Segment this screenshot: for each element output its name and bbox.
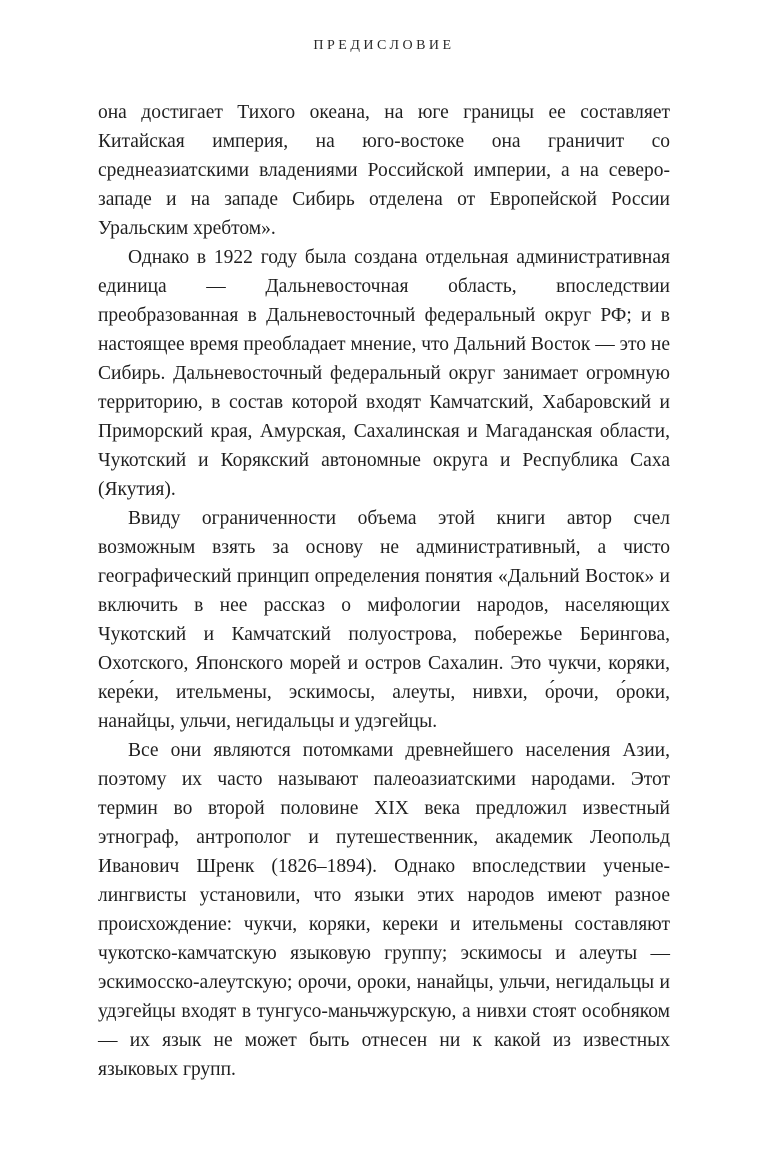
paragraph: Однако в 1922 году была создана отдельная административная единица — Дальневосточная область, впоследствии преобразованная в Дальневосточный федеральный округ РФ; и в настоящее время преобладает мнение, что Дальний Восток — это не Сибирь. Дальневосточный федеральный округ занимает огромную территорию, в состав которой входят Камчатский, Хабаровский и Приморский края, Амурская, Сахалинская и Магаданская области, Чукотский и Корякский автономные округа и Республика Саха (Якутия). [98,247,670,500]
paragraph: Все они являются потомками древнейшего населения Азии, поэтому их часто называют палеоазиатскими народами. Этот термин во второй половине XIX века предложил известный этнограф, антрополог и путешественник, академик Леопольд Иванович Шренк (1826–1894). Однако впоследствии ученые-лингвисты установили, что языки этих народов имеют разное происхождение: чукчи, коряки, кереки и ительмены составляют чукотско-камчатскую языковую группу; эскимосы и алеуты — эскимосско-алеутскую; орочи, ороки, нанайцы, ульчи, негидальцы и удэгейцы входят в тунгусо-маньчжурскую, а нивхи стоят особняком — их язык не может быть отнесен ни к какой из известных языковых групп. [98,740,670,1080]
paragraph: Ввиду ограниченности объема этой книги автор счел возможным взять за основу не административный, а чисто географический принцип определения понятия «Дальний Восток» и включить в нее рассказ о мифологии народов, населяющих Чукотский и Камчатский полуострова, побережье Берингова, Охотского, Японского морей и остров Сахалин. Это чукчи, коряки, кере́ки, ительмены, эскимосы, алеуты, нивхи, о́рочи, о́роки, нанайцы, ульчи, негидальцы и удэгейцы. [98,508,670,732]
running-header: ПРЕДИСЛОВИЕ [313,38,455,53]
page-body-text [98,98,670,1084]
paragraph: она достигает Тихого океана, на юге границы ее составляет Китайская империя, на юго-востоке она граничит со среднеазиатскими владениями Российской империи, а на северо-западе и на западе Сибирь отделена от Европейской России Уральским хребтом». [98,102,670,239]
